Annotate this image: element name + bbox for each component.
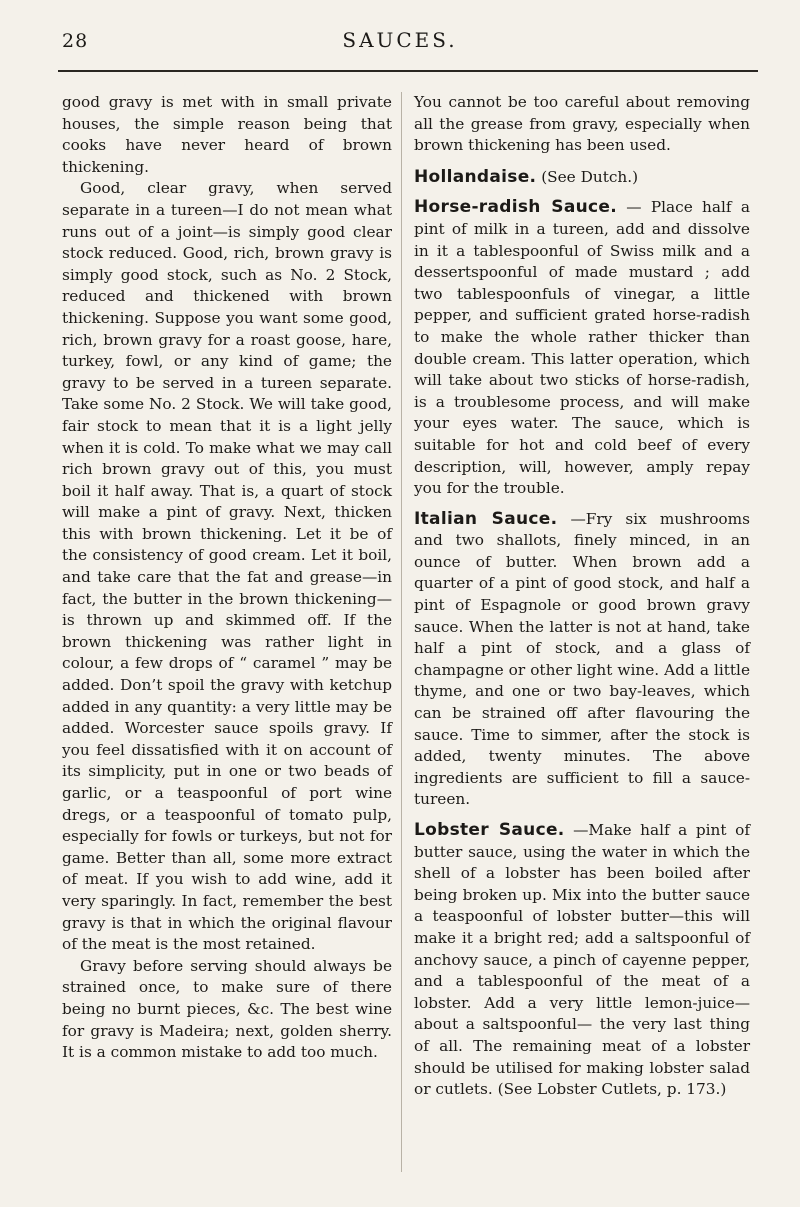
entry-text: — Place half a pint of milk in a tureen, add and dissolve in it a tablespoonful of Swiss milk and a dessertspoonful of made mustard ; add two tablespoonfuls of vinegar, a little pepper, and sufficient grated horse-radish to make the whole rather thicker than double cream. This latter operation, which will take about two sticks of horse-radish, is a troublesome process, and will make your eyes water. The sauce, which is suitable for hot and cold beef of every description, will, however, amply repay you for the trouble. <box>414 198 750 498</box>
entry-heading: Lobster Sauce. <box>414 820 565 840</box>
entry-lobster-sauce <box>414 820 750 1101</box>
running-head: SAUCES. <box>342 28 458 52</box>
entry-italian-sauce <box>414 509 750 811</box>
entry-heading: Horse-radish Sauce. <box>414 197 617 218</box>
entry-text: —Fry six mushrooms and two shallots, finely minced, in an ounce of butter. When brown add a quarter of a pint of good stock, and half a pint of Espagnole or good brown gravy sauce. When the latter is not at hand, take half a pint of stock, and a glass of champagne or other light wine. Add a little thyme, and one or two bay-leaves, which can be strained off after flavouring the sauce. Time to simmer, after the stock is added, twenty minutes. The above ingredients are sufficient to fill a sauce-tureen. <box>414 509 750 809</box>
entry-heading: Hollandaise. <box>414 166 537 187</box>
entry-text: (See Dutch.) <box>541 167 639 186</box>
entry-hollandaise <box>414 167 750 189</box>
paragraph: good gravy is met with in small private houses, the simple reason being that cooks have never heard of brown thickening. <box>62 93 392 176</box>
right-column <box>414 92 750 1110</box>
left-column <box>62 92 392 1064</box>
paragraph: Good, clear gravy, when served separate in a tureen—I do not mean what runs out of a joint—is simply good clear stock reduced. Good, rich, brown gravy is simply good stock, such as No. 2 Stock, reduced and thickened with brown thickening. Suppose you want some good, rich, brown gravy for a roast goose, hare, turkey, fowl, or any kind of game; the gravy to be served in a tureen separate. Take some No. 2 Stock. We will take good, fair stock to mean that it is a light jelly when it is cold. To make what we may call rich brown gravy out of this, you must boil it half away. That is, a quart of stock will make a pint of gravy. Next, thicken this with brown thickening. Let it be of the consistency of good cream. Let it boil, and take care that the fat and grease—in fact, the butter in the brown thickening—is thrown up and skimmed off. If the brown thickening was rather light in colour, a few drops of “ caramel ” may be added. Don’t spoil the gravy with ketchup added in any quantity: a very little may be added. Worcester sauce spoils gravy. If you feel dissatisfied with it on account of its simplicity, put in one or two beads of garlic, or a teaspoonful of port wine dregs, or a teaspoonful of tomato pulp, especially for fowls or turkeys, but not for game. Better than all, some more extract of meat. If you wish to add wine, add it very sparingly. In fact, remember the best gravy is that in which the original flavour of the meat is the most retained. <box>62 179 392 954</box>
column-divider <box>401 92 402 1172</box>
header-rule <box>58 70 758 72</box>
entry-heading: Italian Sauce. <box>414 508 558 529</box>
page-number: 28 <box>62 30 89 52</box>
entry-text: —Make half a pint of butter sauce, using the water in which the shell of a lobster has been boiled after being broken up. Mix into the butter sauce a teaspoonful of lobster butter—this will make it a bright red; add a saltspoonful of anchovy sauce, a pinch of cayenne pepper, and a tablespoonful of the meat of a lobster. Add a very little lemon-juice—about a saltspoonful— the very last thing of all. The remaining meat of a lobster should be utilised for making lobster salad or cutlets. (See Lobster Cutlets, p. 173.) <box>414 821 750 1099</box>
paragraph: You cannot be too careful about removing all the grease from gravy, especially when brown thickening has been used. <box>414 93 750 155</box>
entry-horse-radish-sauce <box>414 197 750 499</box>
paragraph: Gravy before serving should always be strained once, to make sure of there being no burnt pieces, &c. The best wine for gravy is Madeira; next, golden sherry. It is a common mistake to add too much. <box>62 956 392 1062</box>
